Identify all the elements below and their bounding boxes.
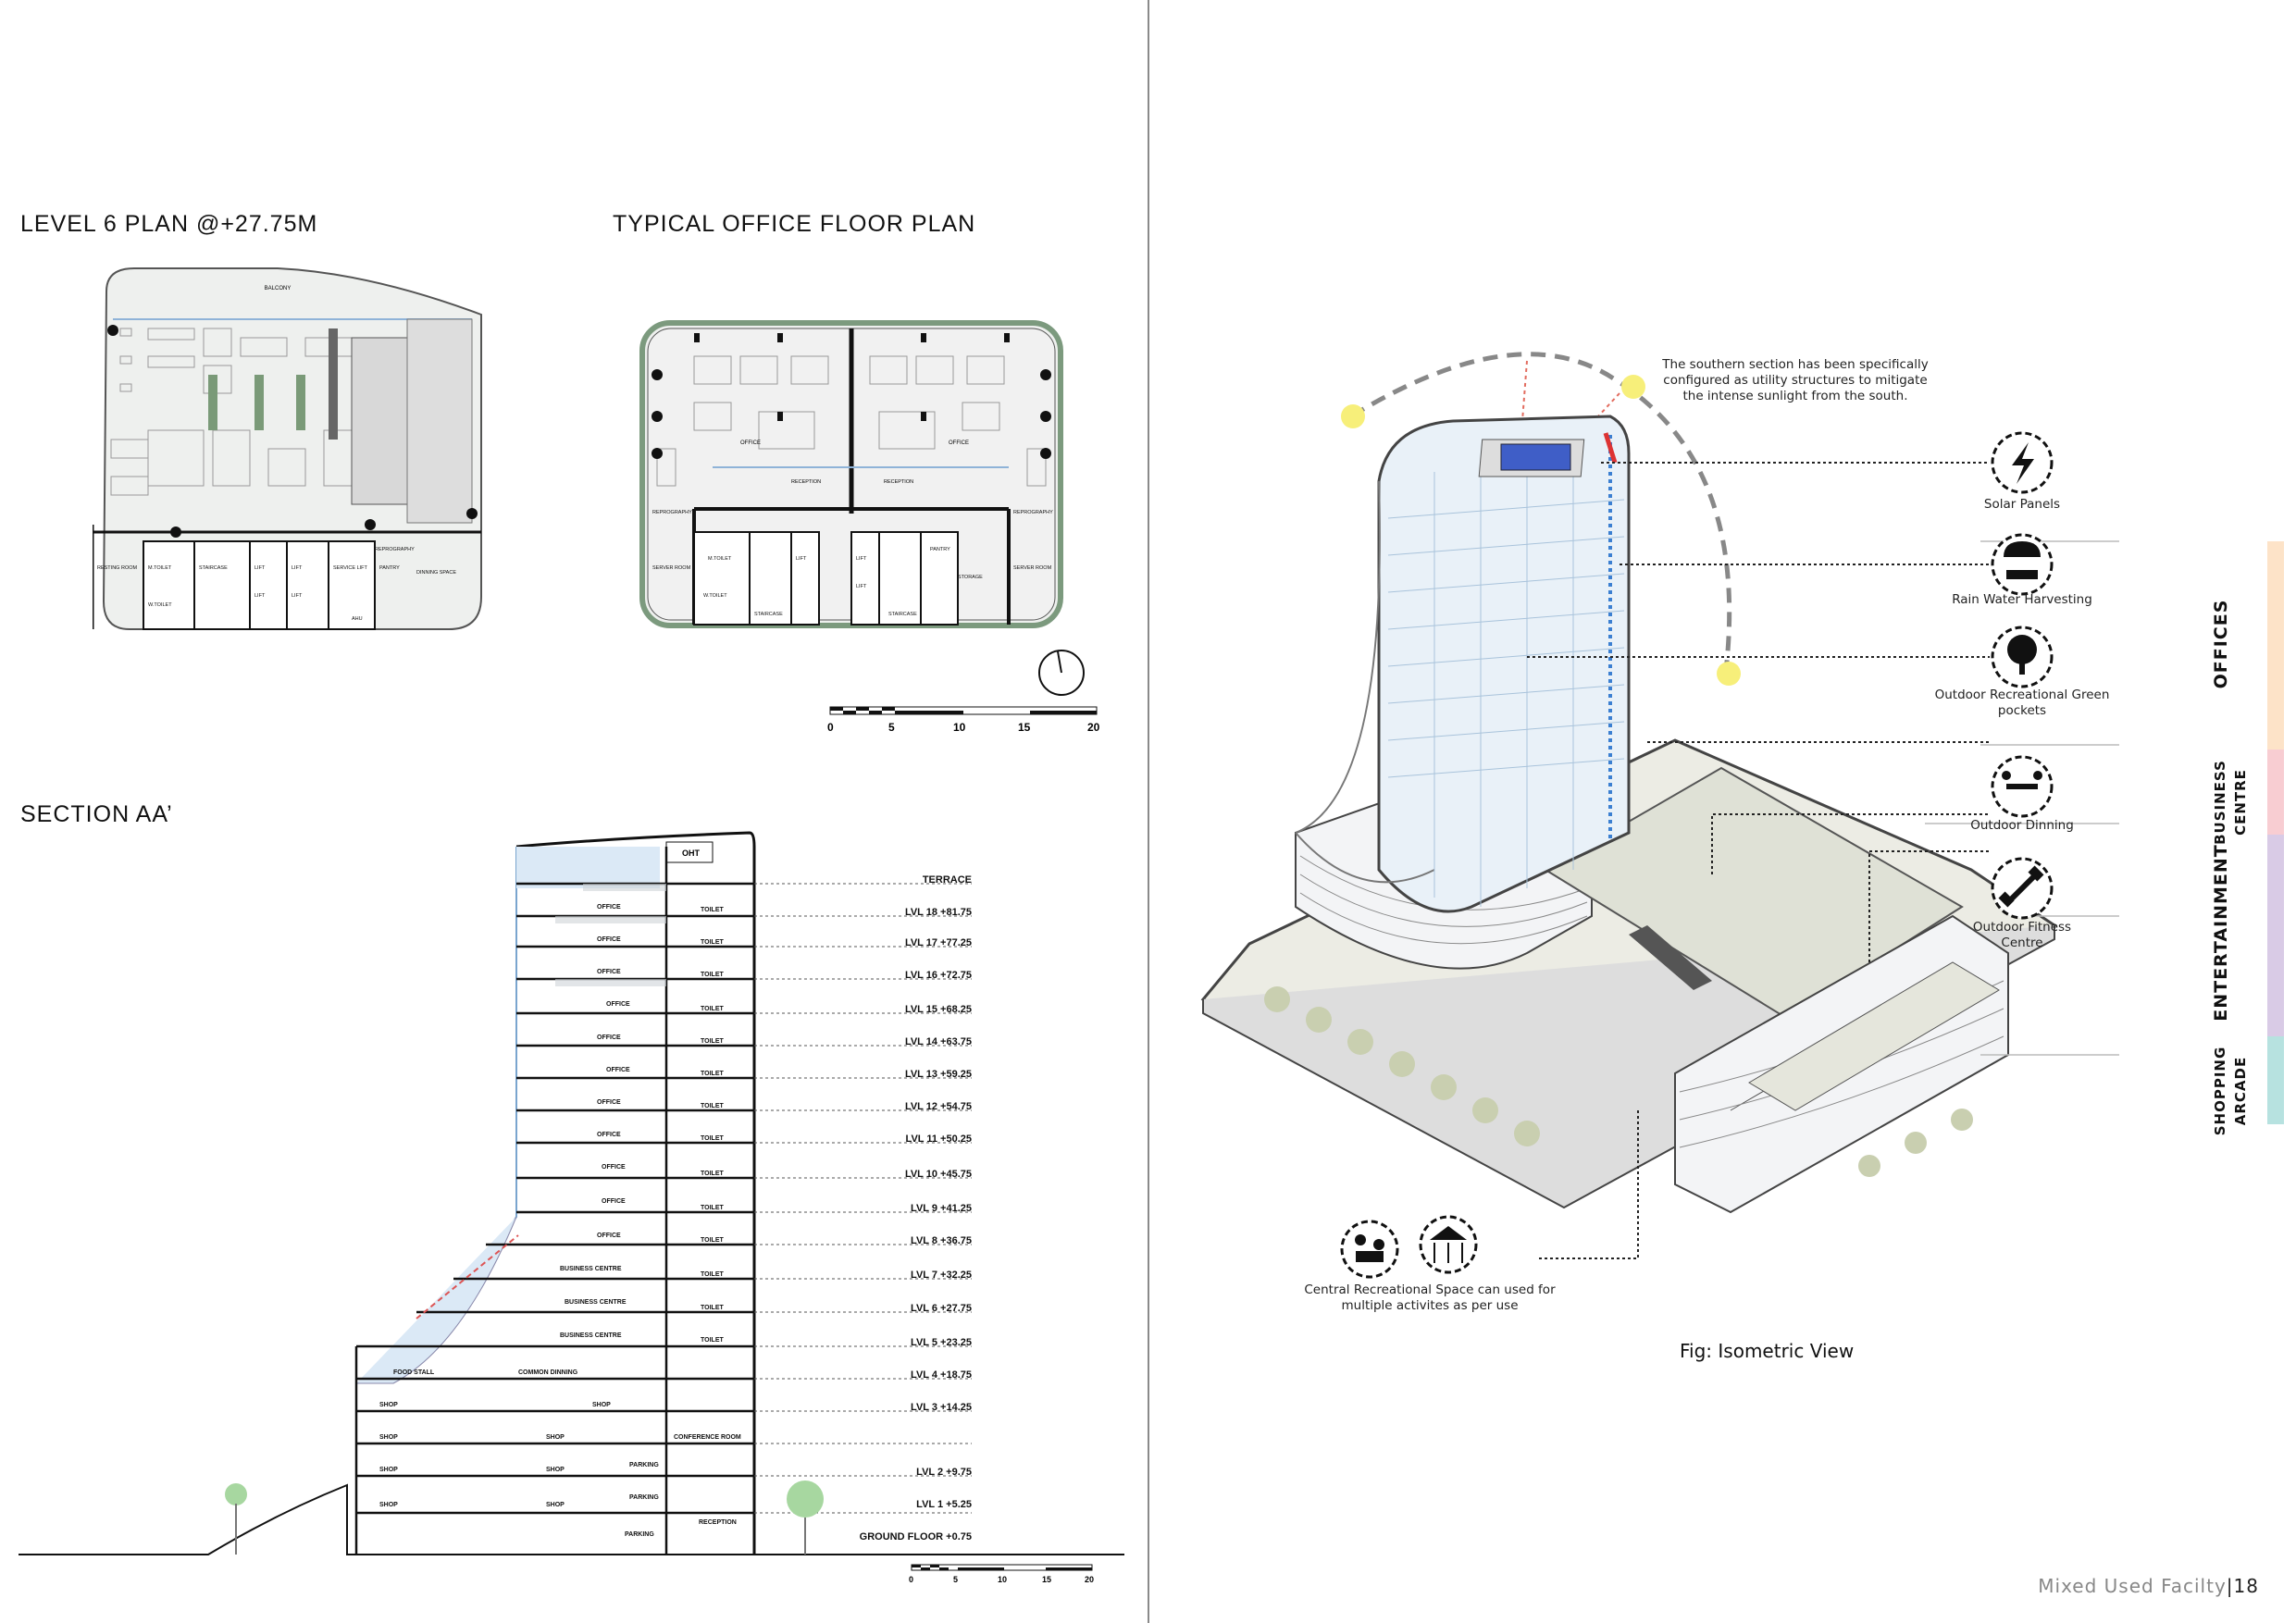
sec-room-1: OFFICE [597, 904, 621, 911]
category-legend [2175, 541, 2286, 1136]
level6-plan-title: LEVEL 6 PLAN @+27.75M [20, 211, 318, 237]
svg-text:W.TOILET: W.TOILET [148, 602, 172, 608]
isometric-figure-caption: Fig: Isometric View [1680, 1340, 1855, 1362]
entertainment-label: ENTERTAINMENT [2211, 844, 2231, 1022]
svg-text:DINNING SPACE: DINNING SPACE [416, 570, 456, 576]
business-centre-label: BUSINESS CENTRE [2212, 760, 2249, 845]
page-divider [1148, 0, 1149, 1623]
sec-room-6: OFFICE [606, 1067, 630, 1073]
solar-panels-label: Solar Panels [1983, 497, 2061, 512]
level-2: LVL 2 +9.75 [916, 1467, 972, 1478]
svg-text:PANTRY: PANTRY [930, 547, 950, 552]
level-5: LVL 5 +23.25 [911, 1337, 972, 1348]
scale-15: 15 [1018, 721, 1031, 734]
svg-text:0: 0 [909, 1575, 914, 1584]
level-10: LVL 10 +45.75 [904, 1169, 972, 1180]
rain-water-label: Rain Water Harvesting [1952, 592, 2092, 607]
sec-room-5: OFFICE [597, 1035, 621, 1041]
typical-office-left-label: OFFICE [740, 440, 761, 446]
level-9: LVL 9 +41.25 [911, 1203, 972, 1214]
common-dinning-label: COMMON DINNING [518, 1369, 578, 1376]
sec-room-9: OFFICE [602, 1164, 626, 1171]
scale-0: 0 [827, 721, 834, 734]
section-aa-drawing [19, 828, 1129, 1559]
green-pocket-icon [1992, 627, 2052, 687]
svg-text:PARKING: PARKING [625, 1531, 654, 1538]
typical-plan-title: TYPICAL OFFICE FLOOR PLAN [613, 211, 976, 237]
level-6: LVL 6 +27.75 [911, 1303, 972, 1314]
svg-text:SHOP: SHOP [379, 1467, 398, 1473]
level-3: LVL 3 +14.25 [911, 1402, 972, 1413]
svg-text:20: 20 [1085, 1575, 1095, 1584]
carousel-icon [1421, 1217, 1476, 1272]
svg-text:TOILET: TOILET [701, 1038, 724, 1045]
entertainment-bar [2267, 835, 2284, 1036]
south-section-note: The southern section has been specifically configured as utility structures to mitigate the intense sunlight from the south. [1662, 357, 1929, 403]
page-footer: Mixed Used Facilty|18 [2038, 1575, 2259, 1597]
outdoor-dinning-label: Outdoor Dinning [1970, 818, 2074, 833]
level-8: LVL 8 +36.75 [911, 1235, 972, 1246]
sec-room-14: BUSINESS CENTRE [560, 1332, 622, 1339]
plan-scale-bar [824, 703, 1111, 740]
offices-bar [2267, 541, 2284, 750]
svg-text:SHOP: SHOP [379, 1434, 398, 1441]
svg-text:5: 5 [953, 1575, 959, 1584]
sec-room-3: OFFICE [597, 969, 621, 975]
svg-text:TOILET: TOILET [701, 1305, 724, 1311]
food-stall-label: FOOD STALL [393, 1369, 435, 1376]
central-recreational-label: Central Recreational Space can used for multiple activites as per use [1304, 1282, 1556, 1313]
fitness-icon [1992, 859, 2052, 918]
sec-room-10: OFFICE [602, 1198, 626, 1205]
svg-text:LIFT: LIFT [254, 593, 266, 599]
svg-text:LIFT: LIFT [856, 584, 867, 589]
svg-text:SHOP: SHOP [379, 1502, 398, 1508]
svg-text:TOILET: TOILET [701, 939, 724, 946]
typical-office-floor-plan [639, 319, 1064, 629]
shopping-arcade-bar [2267, 1036, 2284, 1124]
svg-text:TOILET: TOILET [701, 1171, 724, 1177]
outdoor-fitness-label: Outdoor Fitness Centre [1972, 920, 2072, 950]
svg-text:LIFT: LIFT [856, 556, 867, 562]
svg-text:STAIRCASE: STAIRCASE [199, 565, 228, 571]
sec-room-7: OFFICE [597, 1099, 621, 1106]
svg-text:W.TOILET: W.TOILET [703, 593, 727, 599]
svg-text:SHOP: SHOP [546, 1502, 565, 1508]
page-number: 18 [2233, 1575, 2259, 1597]
category-business-centre [2175, 750, 2286, 845]
svg-text:REPROGRAPHY: REPROGRAPHY [1013, 510, 1053, 515]
svg-text:TOILET: TOILET [701, 1271, 724, 1278]
svg-text:15: 15 [1042, 1575, 1052, 1584]
section-scale-bar [907, 1562, 1101, 1590]
svg-text:LIFT: LIFT [292, 565, 303, 571]
scale-20: 20 [1087, 721, 1100, 734]
shopping-arcade-label: SHOPPING ARCADE [2212, 1046, 2249, 1136]
section-title: SECTION AA’ [20, 801, 173, 827]
svg-text:STAIRCASE: STAIRCASE [888, 612, 917, 617]
svg-text:LIFT: LIFT [254, 565, 266, 571]
level-18: LVL 18 +81.75 [904, 907, 972, 918]
svg-text:TOILET: TOILET [701, 972, 724, 978]
typical-office-right-label: OFFICE [949, 440, 969, 446]
svg-text:TOILET: TOILET [701, 1006, 724, 1012]
reception-right-label: RECEPTION [884, 479, 914, 485]
svg-text:LIFT: LIFT [292, 593, 303, 599]
sec-room-4: OFFICE [606, 1001, 630, 1008]
recreation-icon [1342, 1221, 1397, 1277]
parking-label: PARKING [629, 1462, 659, 1468]
svg-text:LIFT: LIFT [796, 556, 807, 562]
svg-text:TOILET: TOILET [701, 1237, 724, 1244]
level-ground: GROUND FLOOR +0.75 [859, 1531, 972, 1542]
svg-text:TOILET: TOILET [701, 1103, 724, 1109]
svg-text:SHOP: SHOP [592, 1402, 611, 1408]
svg-text:M.TOILET: M.TOILET [708, 556, 732, 562]
svg-text:SERVER ROOM: SERVER ROOM [652, 565, 691, 571]
sec-room-8: OFFICE [597, 1132, 621, 1138]
north-arrow-icon [1035, 646, 1088, 700]
level-17: LVL 17 +77.25 [904, 937, 972, 948]
sec-room-13: BUSINESS CENTRE [565, 1299, 627, 1306]
level-11: LVL 11 +50.25 [905, 1134, 972, 1145]
svg-text:SERVICE LIFT: SERVICE LIFT [333, 565, 367, 571]
svg-text:STAIRCASE: STAIRCASE [754, 612, 783, 617]
svg-text:M.TOILET: M.TOILET [148, 565, 172, 571]
level-16: LVL 16 +72.75 [904, 970, 972, 981]
level-4: LVL 4 +18.75 [911, 1369, 972, 1381]
oht-label: OHT [682, 849, 700, 858]
svg-text:STORAGE: STORAGE [958, 575, 983, 580]
level6-floor-plan [93, 264, 490, 634]
level-terrace: TERRACE [922, 874, 972, 886]
category-offices [2175, 541, 2286, 750]
category-shopping-arcade [2175, 1036, 2286, 1136]
toilet-label: TOILET [701, 907, 724, 913]
level-13: LVL 13 +59.25 [904, 1069, 972, 1080]
sec-room-12: BUSINESS CENTRE [560, 1266, 622, 1272]
svg-text:TOILET: TOILET [701, 1071, 724, 1077]
rain-water-icon [1992, 535, 2052, 594]
svg-text:TOILET: TOILET [701, 1337, 724, 1344]
business-centre-bar [2267, 750, 2284, 835]
offices-label: OFFICES [2211, 599, 2231, 689]
reception-label: RECEPTION [699, 1519, 737, 1526]
svg-text:SHOP: SHOP [546, 1467, 565, 1473]
svg-text:RESTING ROOM: RESTING ROOM [97, 565, 138, 571]
level-14: LVL 14 +63.75 [904, 1036, 972, 1047]
outdoor-dinning-icon [1992, 757, 2052, 816]
level-15: LVL 15 +68.25 [904, 1004, 972, 1015]
svg-text:SHOP: SHOP [546, 1434, 565, 1441]
svg-text:TOILET: TOILET [701, 1205, 724, 1211]
svg-text:REPROGRAPHY: REPROGRAPHY [652, 510, 692, 515]
balcony-label: BALCONY [264, 286, 292, 291]
shop-label: SHOP [379, 1402, 398, 1408]
sec-room-11: OFFICE [597, 1233, 621, 1239]
scale-10: 10 [953, 721, 966, 734]
sec-room-2: OFFICE [597, 936, 621, 943]
svg-text:PANTRY: PANTRY [379, 565, 400, 571]
svg-text:PARKING: PARKING [629, 1494, 659, 1501]
svg-text:SERVER ROOM: SERVER ROOM [1013, 565, 1052, 571]
category-entertainment [2175, 835, 2286, 1036]
scale-5: 5 [888, 721, 895, 734]
svg-text:TOILET: TOILET [701, 1135, 724, 1142]
solar-panels-icon [1992, 433, 2052, 492]
level-12: LVL 12 +54.75 [904, 1101, 972, 1112]
svg-text:AHU: AHU [352, 616, 363, 622]
footer-title: Mixed Used Facilty [2038, 1575, 2227, 1597]
level-1: LVL 1 +5.25 [916, 1499, 972, 1510]
green-pockets-label: Outdoor Recreational Green pockets [1934, 688, 2110, 718]
reception-left-label: RECEPTION [791, 479, 822, 485]
conference-label: CONFERENCE ROOM [674, 1434, 741, 1441]
level-7: LVL 7 +32.25 [911, 1270, 972, 1281]
svg-text:REPROGRAPHY: REPROGRAPHY [375, 547, 415, 552]
svg-text:10: 10 [998, 1575, 1008, 1584]
